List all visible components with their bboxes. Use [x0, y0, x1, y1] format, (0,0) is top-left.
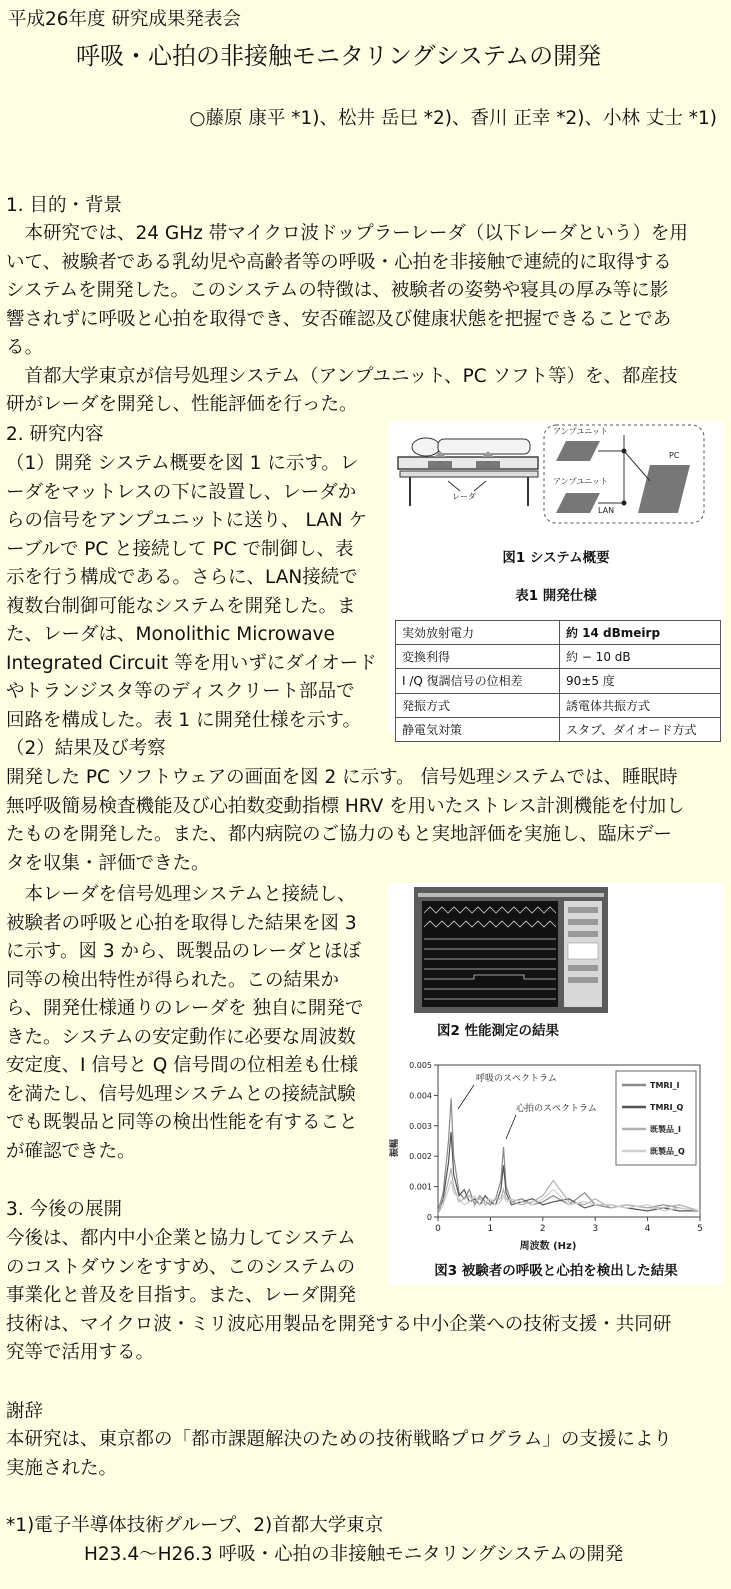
table-cell: 発振方式 — [396, 693, 560, 717]
table-cell: 誘電体共振方式 — [560, 693, 721, 717]
table-cell: 実効放射電力 — [396, 621, 560, 645]
text-line: 同等の検出特性が得られた。この結果か — [6, 969, 340, 991]
table-cell: 変換利得 — [396, 645, 560, 669]
section1-body — [6, 220, 688, 420]
text-line: 示を行う構成である。さらに、LAN接続で — [6, 567, 358, 588]
text-line: （1）開発 システム概要を図 1 に示す。レ — [6, 453, 359, 474]
text-line: る。 — [6, 337, 44, 358]
footnote: *1)電子半導体技術グループ、2)首都大学東京 — [6, 1515, 384, 1536]
y-tick-label: 0.003 — [409, 1121, 432, 1131]
text-line: た、レーダは、Monolithic Microwave — [6, 624, 335, 645]
text-line: ーブルで PC と接続して PC で制御し、表 — [6, 538, 354, 560]
table-row — [396, 693, 721, 717]
table-row — [396, 717, 721, 741]
amp-unit-label-1: アンプユニット — [553, 427, 608, 436]
text-line: 響されずに呼吸と心拍を取得でき、安否確認及び健康状態を把握できることであ — [6, 308, 672, 330]
section2-heading: 2. 研究内容 — [6, 424, 104, 445]
table-row — [396, 621, 721, 645]
text-line: に示す。図 3 から、既製品のレーダとほぼ — [6, 941, 362, 962]
x-tick-label: 3 — [592, 1224, 599, 1234]
y-tick-label: 0 — [426, 1213, 432, 1222]
text-line: 技術は、マイクロ波・ミリ波応用製品を開発する中小企業への技術支援・共同研 — [6, 1313, 672, 1335]
footer-title: H23.4～H26.3 呼吸・心拍の非接触モニタリングシステムの開発 — [84, 1544, 624, 1565]
legend-label: 既製品_I — [650, 1125, 681, 1134]
text-line: 被験者の呼吸と心拍を取得した結果を図 3 — [6, 912, 357, 934]
table-row — [396, 645, 721, 669]
table-cell: 約 14 dBmeirp — [560, 621, 721, 645]
ack-heading: 謝辞 — [6, 1401, 44, 1422]
text-line: 研がレーダを開発し、性能評価を行った。 — [6, 394, 358, 415]
text-line: 本研究は、東京都の「都市課題解決のための技術戦略プログラム」の支援により — [6, 1429, 672, 1450]
text-line: 本レーダを信号処理システムと接続し、 — [6, 884, 356, 905]
text-line: 回路を構成した。表 1 に開発仕様を示す。 — [6, 709, 362, 731]
x-tick-label: 4 — [644, 1224, 651, 1234]
text-line: が確認できた。 — [6, 1140, 136, 1162]
y-tick-label: 0.001 — [409, 1182, 432, 1192]
heartbeat-arrow — [506, 1115, 516, 1139]
text-line: ら、開発仕様通りのレーダを 独自に開発で — [6, 998, 364, 1019]
event-name: 平成26年度 研究成果発表会 — [8, 9, 241, 30]
figure2-3-panel — [388, 883, 724, 1285]
heartbeat-annotation: 心拍のスペクトラム — [516, 1104, 597, 1114]
x-axis-label: 周波数 (Hz) — [519, 1241, 577, 1252]
table-cell: 90±5 度 — [560, 669, 721, 693]
legend-label: TMRI_Q — [650, 1103, 684, 1112]
text-line: タを収集・評価できた。 — [6, 852, 210, 874]
table-row — [396, 669, 721, 693]
system-diagram — [388, 421, 724, 533]
page-title: 呼吸・心拍の非接触モニタリングシステムの開発 — [76, 42, 602, 70]
breathing-annotation: 呼吸のスペクトラム — [476, 1074, 557, 1084]
ack-body — [6, 1426, 672, 1483]
spectrum-chart — [388, 1047, 724, 1267]
x-tick-label: 5 — [697, 1224, 703, 1234]
text-line: いて、被験者である乳幼児や高齢者等の呼吸・心拍を非接触で連続的に取得する — [6, 251, 672, 273]
legend-label: TMRI_I — [650, 1081, 680, 1090]
legend-label: 既製品_Q — [650, 1147, 685, 1156]
text-line: たものを開発した。また、都内病院のご協力のもと実地評価を実施し、臨床デー — [6, 824, 673, 845]
lan-label: LAN — [598, 506, 615, 515]
text-line: 安定度、I 信号と Q 信号間の位相差も仕様 — [6, 1055, 359, 1076]
results-body — [6, 764, 685, 878]
text-line: 本研究では、24 GHz 帯マイクロ波ドップラーレーダ（以下レーダという）を用 — [6, 223, 688, 244]
text-line: 無呼吸簡易検査機能及び心拍数変動指標 HRV を用いたストレス計測機能を付加し — [6, 795, 685, 817]
text-line: 究等で活用する。 — [6, 1342, 155, 1363]
figure3-caption: 図3 被験者の呼吸と心拍を検出した結果 — [434, 1263, 678, 1279]
authors: ○藤原 康平 *1)、松井 岳巳 *2)、香川 正幸 *2)、小林 丈士 *1) — [189, 108, 717, 129]
figure1-caption: 図1 システム概要 — [502, 550, 610, 566]
table1-caption: 表1 開発仕様 — [515, 588, 597, 604]
text-line: 開発した PC ソフトウェアの画面を図 2 に示す。 信号処理システムでは、睡眠時 — [6, 767, 678, 788]
text-line: 実施された。 — [6, 1457, 118, 1479]
y-tick-label: 0.005 — [409, 1061, 432, 1070]
x-tick-label: 0 — [435, 1224, 441, 1234]
text-line: きた。システムの安定動作に必要な周波数 — [6, 1026, 356, 1048]
x-tick-label: 1 — [487, 1224, 494, 1234]
table-cell: 静電気対策 — [396, 717, 560, 741]
text-line: 首都大学東京が信号処理システム（アンプユニット、PC ソフト等）を、都産技 — [6, 365, 678, 387]
table-cell: I /Q 復調信号の位相差 — [396, 669, 560, 693]
y-axis-label: 振幅 — [390, 1138, 400, 1157]
text-line: を満たし、信号処理システムとの接続試験 — [6, 1083, 356, 1105]
table-cell: 約 − 10 dB — [560, 645, 721, 669]
section1-heading: 1. 目的・背景 — [6, 195, 123, 216]
figure2-caption: 図2 性能測定の結果 — [436, 1023, 560, 1039]
y-tick-label: 0.004 — [409, 1091, 432, 1101]
text-line: らの信号をアンプユニットに送り、 LAN ケ — [6, 510, 368, 531]
text-line: のコストダウンをすすめ、このシステムの — [6, 1256, 356, 1278]
evaluation-body — [6, 881, 363, 1166]
results-heading: （2）結果及び考察 — [6, 738, 166, 759]
section2-dev-body — [6, 450, 377, 735]
text-line: ーダをマットレスの下に設置し、レーダか — [6, 481, 357, 503]
x-tick-label: 2 — [539, 1224, 546, 1234]
table-cell: スタブ、ダイオード方式 — [560, 717, 721, 741]
radar-label: レーダ — [452, 492, 476, 501]
pc-label: PC — [669, 451, 680, 460]
amp-unit-label-2: アンプユニット — [553, 477, 608, 486]
breathing-arrow — [458, 1085, 474, 1109]
y-tick-label: 0.002 — [409, 1152, 432, 1162]
text-line: Integrated Circuit 等を用いずにダイオード — [6, 652, 377, 674]
text-line: 事業化と普及を目指す。また、レーダ開発 — [6, 1285, 357, 1306]
section3-heading: 3. 今後の展開 — [6, 1199, 123, 1220]
software-screenshot — [414, 887, 608, 1013]
text-line: 今後は、都内中小企業と協力してシステム — [6, 1228, 356, 1249]
text-line: システムを開発した。このシステムの特徴は、被験者の姿勢や寝具の厚み等に影 — [6, 280, 669, 301]
spec-table — [395, 620, 721, 742]
text-line: でも既製品と同等の検出性能を有すること — [6, 1112, 358, 1133]
text-line: やトランジスタ等のディスクリート部品で — [6, 681, 355, 702]
text-line: 複数台制御可能なシステムを開発した。ま — [6, 595, 356, 617]
chart-legend — [616, 1071, 696, 1165]
